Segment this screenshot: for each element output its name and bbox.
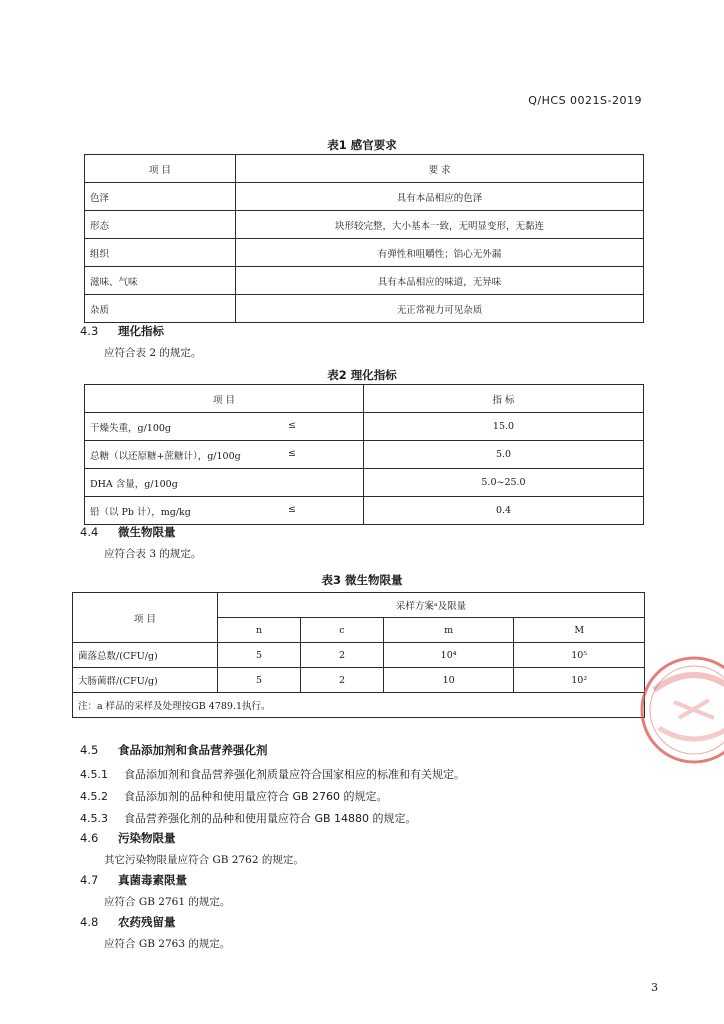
item-name: 干燥失重，g/100g (90, 422, 171, 434)
operator: ≤ (288, 447, 296, 459)
table2-value-cell: 0.4 (364, 497, 644, 525)
table1-header-item: 项 目 (85, 155, 236, 183)
section-title: 污染物限量 (118, 831, 176, 845)
section-4-8-text: 应符合 GB 2763 的规定。 (104, 938, 231, 950)
section-number: 4.8 (80, 915, 99, 929)
table3-subheader: M (514, 618, 645, 643)
section-title: 食品添加剂和食品营养强化剂 (118, 743, 268, 757)
section-4-6-heading (80, 830, 176, 846)
section-title: 真菌毒素限量 (118, 873, 187, 887)
section-title: 微生物限量 (118, 525, 176, 539)
table1-cell: 块形较完整，大小基本一致，无明显变形，无黏连 (236, 211, 644, 239)
clause-number: 4.5.3 (80, 812, 108, 825)
table-row (85, 211, 644, 239)
document-code: Q/HCS 0021S-2019 (528, 94, 642, 107)
table1-cell: 杂质 (85, 295, 236, 323)
table-row (73, 668, 645, 693)
table1-cell: 具有本品相应的味道，无异味 (236, 267, 644, 295)
section-number: 4.3 (80, 324, 99, 338)
table1-caption: 表1 感官要求 (327, 138, 397, 152)
table1-cell: 形态 (85, 211, 236, 239)
operator: ≤ (288, 419, 296, 431)
table2-item-cell (85, 497, 364, 525)
table3-subheader: n (218, 618, 301, 643)
section-4-6-text: 其它污染物限量应符合 GB 2762 的规定。 (104, 854, 304, 866)
table1-cell: 具有本品相应的色泽 (236, 183, 644, 211)
table2-item-cell (85, 469, 364, 497)
section-4-4-heading (80, 524, 176, 540)
table1-cell: 色泽 (85, 183, 236, 211)
section-4-7-heading (80, 872, 187, 888)
table1-cell: 有弹性和咀嚼性；馅心无外漏 (236, 239, 644, 267)
table3-cell: 2 (301, 643, 384, 668)
table3-cell: 2 (301, 668, 384, 693)
section-number: 4.6 (80, 831, 99, 845)
table-row (85, 413, 644, 441)
clause-4-5-1 (80, 766, 465, 782)
official-seal-stamp-icon (634, 650, 724, 770)
sensory-requirements-table (84, 154, 644, 323)
table3-caption: 表3 微生物限量 (321, 573, 403, 587)
microbial-limits-table (72, 592, 645, 718)
table3-cell: 5 (218, 643, 301, 668)
table3-subheader: m (383, 618, 514, 643)
table-row (85, 497, 644, 525)
table3-cell: 大肠菌群/(CFU/g) (73, 668, 218, 693)
item-name: 总糖（以还原糖+蔗糖计），g/100g (90, 450, 241, 462)
clause-text: 食品添加剂和食品营养强化剂质量应符合国家相应的标准和有关规定。 (124, 768, 465, 781)
section-4-5-heading (80, 742, 268, 758)
table1-cell: 滋味、气味 (85, 267, 236, 295)
table1-cell: 组织 (85, 239, 236, 267)
table2-header-item: 项 目 (85, 385, 364, 413)
table3-cell: 10⁴ (383, 643, 514, 668)
table2-value-cell: 5.0 (364, 441, 644, 469)
section-4-7-text: 应符合 GB 2761 的规定。 (104, 896, 231, 908)
section-4-8-heading (80, 914, 176, 930)
table2-item-cell (85, 413, 364, 441)
table2-caption: 表2 理化指标 (327, 368, 397, 382)
table2-value-cell: 5.0~25.0 (364, 469, 644, 497)
table-row (85, 183, 644, 211)
section-4-4-text: 应符合表 3 的规定。 (104, 548, 202, 560)
table2-value-cell: 15.0 (364, 413, 644, 441)
table-row (85, 239, 644, 267)
page-number: 3 (651, 981, 658, 994)
clause-number: 4.5.2 (80, 790, 108, 803)
table3-header-group: 采样方案ᵃ及限量 (218, 593, 645, 618)
item-name: DHA 含量，g/100g (90, 478, 178, 490)
clause-text: 食品添加剂的品种和使用量应符合 GB 2760 的规定。 (124, 790, 388, 803)
table3-footnote: 注：a 样品的采样及处理按GB 4789.1执行。 (73, 693, 645, 718)
table3-subheader: c (301, 618, 384, 643)
table2-header-value: 指 标 (364, 385, 644, 413)
section-4-3-text: 应符合表 2 的规定。 (104, 347, 202, 359)
physicochemical-table (84, 384, 644, 525)
table3-header-item: 项 目 (73, 593, 218, 643)
table1-cell: 无正常视力可见杂质 (236, 295, 644, 323)
clause-4-5-2 (80, 788, 388, 804)
section-4-3-heading (80, 323, 164, 339)
table1-header-requirement: 要 求 (236, 155, 644, 183)
clause-number: 4.5.1 (80, 768, 108, 781)
clause-text: 食品营养强化剂的品种和使用量应符合 GB 14880 的规定。 (124, 812, 417, 825)
section-number: 4.7 (80, 873, 99, 887)
table2-item-cell (85, 441, 364, 469)
table3-cell: 10⁵ (514, 643, 645, 668)
table-row (85, 441, 644, 469)
section-title: 理化指标 (118, 324, 164, 338)
section-number: 4.5 (80, 743, 99, 757)
table3-cell: 10² (514, 668, 645, 693)
table3-cell: 10 (383, 668, 514, 693)
table-row (85, 469, 644, 497)
table-row (85, 295, 644, 323)
table3-cell: 菌落总数/(CFU/g) (73, 643, 218, 668)
section-title: 农药残留量 (118, 915, 176, 929)
operator: ≤ (288, 503, 296, 515)
table-row (85, 267, 644, 295)
clause-4-5-3 (80, 810, 417, 826)
table3-cell: 5 (218, 668, 301, 693)
table-row (73, 643, 645, 668)
item-name: 铅（以 Pb 计），mg/kg (90, 506, 191, 518)
section-number: 4.4 (80, 525, 99, 539)
